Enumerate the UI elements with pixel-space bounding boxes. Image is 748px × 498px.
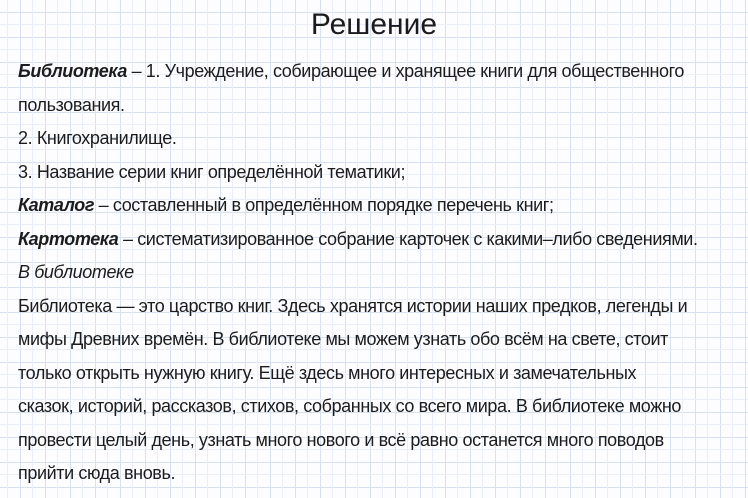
- definition-text: 3. Название серии книг определённой тематики;: [18, 161, 406, 182]
- definition-text: – составленный в определённом порядке перечень книг;: [94, 195, 554, 215]
- text-line: [18, 390, 742, 424]
- text-line: [18, 424, 742, 458]
- essay-heading: [18, 256, 742, 290]
- essay-text: мифы Древних времён. В библиотеке мы можем узнать обо всём на свете, стоит: [18, 329, 669, 349]
- text-line-definition-card-index: [18, 223, 742, 257]
- definition-text: пользования.: [18, 94, 125, 115]
- text-line-definition-library: [18, 55, 742, 89]
- text-line: [18, 457, 742, 491]
- definition-text: – систематизированное собрание карточек с какими–либо сведениями.: [118, 228, 698, 249]
- definition-text: – 1. Учреждение, собирающее и хранящее книги для общественного: [126, 61, 684, 81]
- text-line: [18, 357, 742, 391]
- text-line: [18, 122, 742, 156]
- text-line: [18, 156, 742, 190]
- essay-text: сказок, историй, рассказов, стихов, собранных со всего мира. В библиотеке можно: [18, 396, 681, 416]
- essay-text: только открыть нужную книгу. Ещё здесь много интересных и замечательных: [18, 362, 637, 383]
- term-card-index: Картотека: [18, 228, 119, 249]
- term-library: Библиотека: [18, 61, 127, 81]
- definition-text: 2. Книгохранилище.: [18, 128, 177, 148]
- essay-heading-text: В библиотеке: [18, 262, 134, 282]
- essay-text: прийти сюда вновь.: [18, 463, 176, 483]
- term-catalog: Каталог: [18, 195, 95, 215]
- text-line: [18, 323, 742, 357]
- essay-text: Библиотека — это царство книг. Здесь хранятся истории наших предков, легенды и: [18, 295, 688, 316]
- text-line-definition-catalog: [18, 189, 742, 223]
- page-title: Решение: [310, 8, 438, 41]
- solution-text: [18, 55, 742, 491]
- text-line: [18, 290, 742, 324]
- essay-text: провести целый день, узнать много нового и всё равно останется много поводов: [18, 429, 664, 450]
- text-line: [18, 89, 742, 123]
